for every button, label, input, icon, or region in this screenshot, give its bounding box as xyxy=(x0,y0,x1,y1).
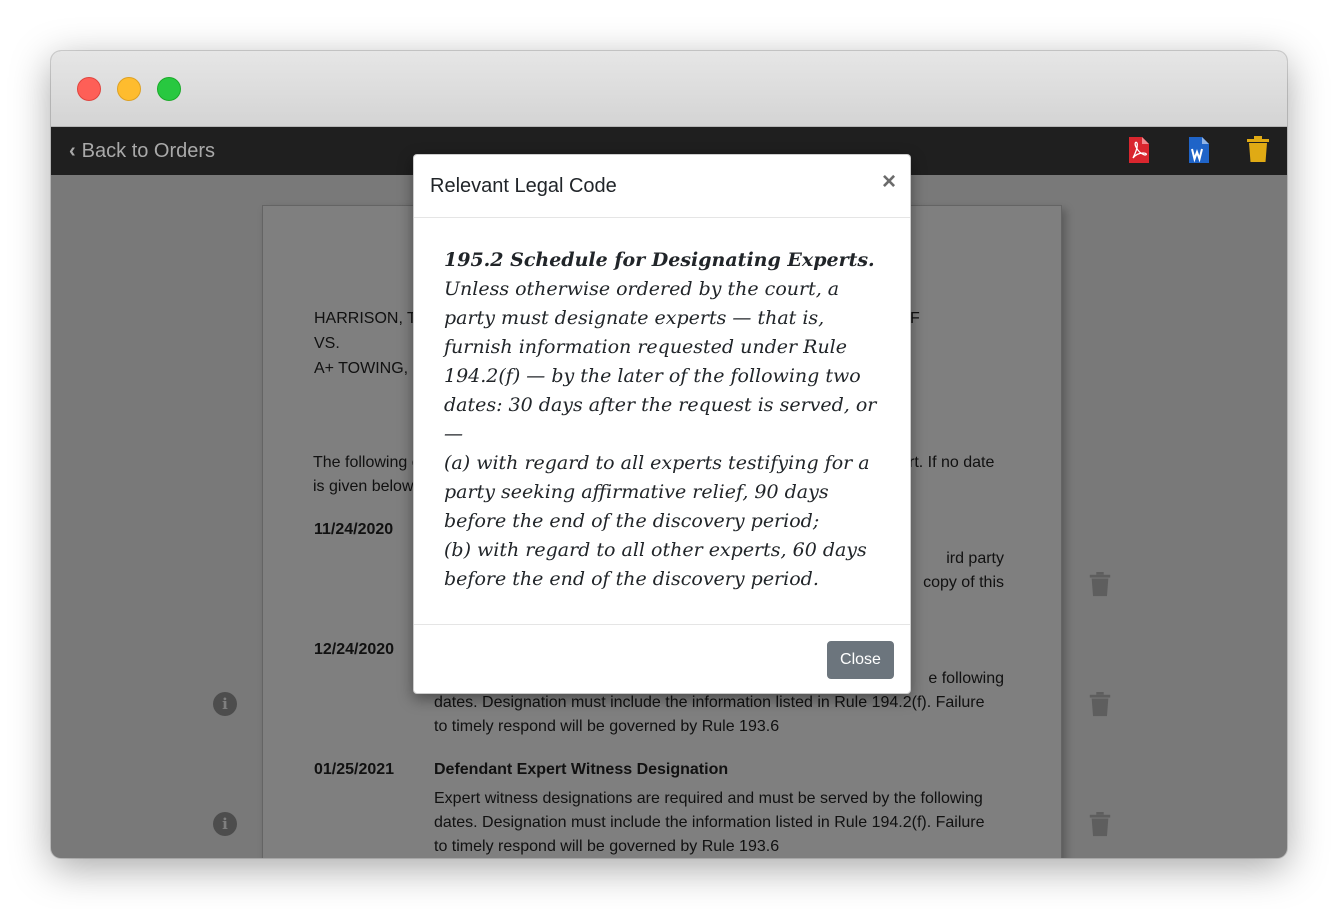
modal-header xyxy=(414,155,910,218)
minimize-window-button[interactable] xyxy=(117,77,141,101)
pdf-icon[interactable] xyxy=(1128,136,1150,164)
title-bar xyxy=(51,51,1287,127)
modal-footer xyxy=(414,624,910,694)
back-link-label: Back to Orders xyxy=(81,139,216,162)
rule-heading: 195.2 Schedule for Designating Experts. xyxy=(444,249,875,271)
rule-clause-b: (b) with regard to all other experts, 60 days before the end of the discovery period. xyxy=(444,539,867,590)
chevron-left-icon: ‹ xyxy=(69,139,76,162)
word-icon[interactable] xyxy=(1188,136,1210,164)
legal-code-modal xyxy=(413,154,911,694)
maximize-window-button[interactable] xyxy=(157,77,181,101)
rule-clause-a: (a) with regard to all experts testifying for a party seeking affirmative relief, 90 days before the end of the discovery period; xyxy=(444,452,870,532)
close-icon[interactable]: × xyxy=(881,168,896,195)
close-window-button[interactable] xyxy=(77,77,101,101)
rule-text: Unless otherwise ordered by the court, a party must designate experts — that is, furnish information requested under Rule 194.2(f) — by the later of the following two dates: 30 days after the request is served, or — xyxy=(444,278,877,445)
close-button[interactable]: Close xyxy=(827,641,894,679)
trash-icon[interactable] xyxy=(1247,136,1269,164)
modal-title: Relevant Legal Code xyxy=(430,175,617,197)
back-to-orders-link[interactable] xyxy=(69,127,215,175)
modal-body xyxy=(444,246,892,594)
